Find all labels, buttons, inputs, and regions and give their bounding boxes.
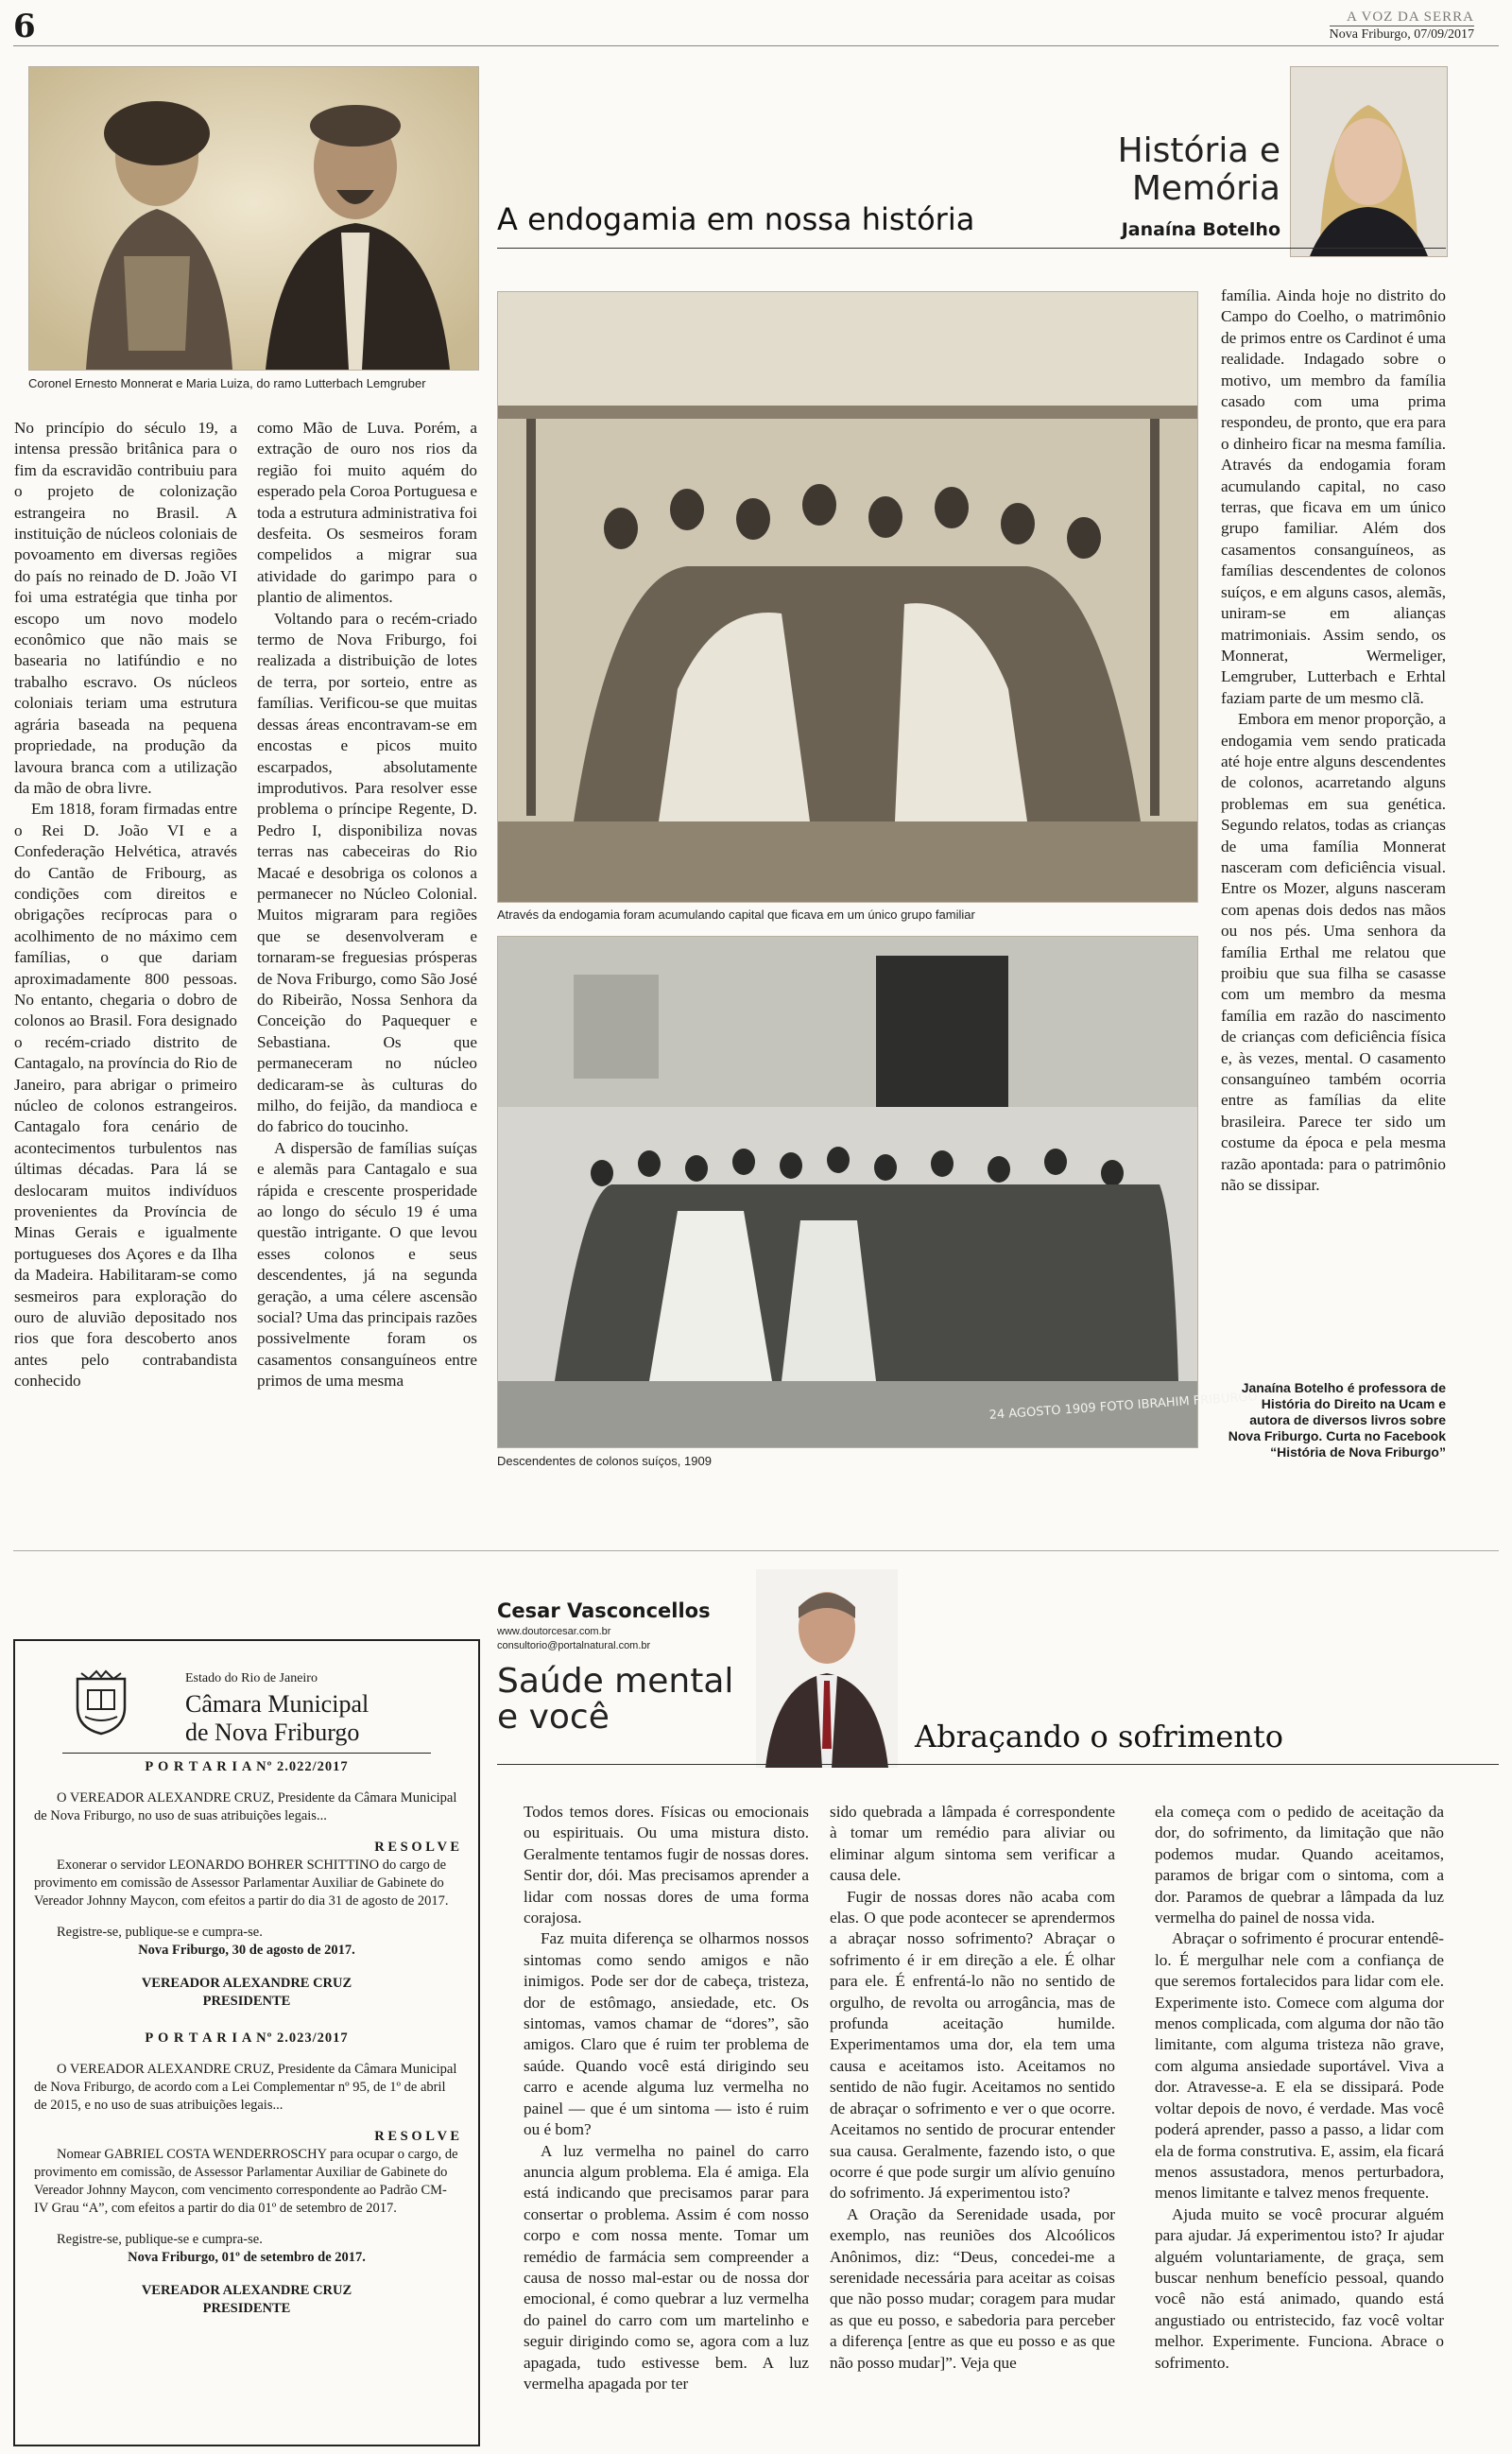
- article2-section-title: [497, 1664, 733, 1736]
- paragraph: Abraçar o sofrimento é procurar entendê-lo. É mergulhar nele com a confiança de que seremos fortalecidos para lidar com ele. Experimente isto. Comece com alguma dor menos complicada, com alguma dor não tão limitante, com alguma tristeza não grave, com alguma ansiedade suportável. Viva a dor. Atravesse-a. E ela se dissipará. Pode voltar depois de novo, é verdade. Mas você poderá aprender, passo a passo, a lidar com ela de forma construtiva. E, assim, ela ficará menos assustadora, menos perturbadora, menos limitante e talvez menos frequente.: [1155, 1929, 1444, 2203]
- portaria-2-register: Registre-se, publique-se e cumpra-se.: [57, 2232, 263, 2247]
- author-bio: Janaína Botelho é professora de História do Direito na Ucam e autora de diversos livros sobre Nova Friburgo. Curta no Facebook “História de Nova Friburgo”: [1228, 1380, 1446, 1460]
- portrait-couple-illustration: [29, 67, 478, 370]
- paragraph: Fugir de nossas dores não acaba com elas. O que pode acontecer se aprendermos a abraçar nosso sofrimento? Abraçar o sofrimento é ir em direção a ele. É olhar para ele. É enfrentá-lo não no sentido de orgulho, de revolta ou arrogância, mas de profunda aceitação humilde. Experimentamos uma dor, ela tem uma causa e aceitamos isto. Aceitamos no sentido de não fugir. Aceitamos no sentido de abraçar o sofrimento e ver o que ocorre. Aceitamos no sentido de procurar entender sua causa. Geralmente, fazendo isto, o que ocorre é que pode surgir um alívio genuíno do sofrimento. Já experimentou isto?: [830, 1887, 1115, 2203]
- notice-organization: [185, 1690, 369, 1747]
- masthead: [1330, 9, 1474, 43]
- portaria-1-body: Exonerar o servidor LEONARDO BOHRER SCHITTINO do cargo de provimento em comissão de Assessor Parlamentar Auxiliar de Gabinete do Vereador Johnny Maycon, com efeitos a partir do dia 31 de agosto de 2017.: [34, 1858, 449, 1909]
- article2-column-2: [830, 1802, 1115, 2374]
- columnist-headshot: [756, 1569, 898, 1768]
- columnist-headshot-illustration: [756, 1569, 898, 1768]
- section-title-line2: Memória: [1131, 169, 1280, 208]
- portaria-2-date: Nova Friburgo, 01º de setembro de 2017.: [128, 2250, 366, 2265]
- portaria-1-title: P O R T A R I A Nº 2.022/2017: [145, 1759, 349, 1774]
- notice-rule: [62, 1753, 431, 1754]
- article2-column-3: [1155, 1802, 1444, 2374]
- article2-column-1: [524, 1802, 809, 2394]
- author-headshot-illustration: [1291, 67, 1447, 256]
- article-headline: A endogamia em nossa história: [497, 201, 975, 237]
- photo-inscription: 24 AGOSTO 1909 FOTO IBRAHIM FRIBURGO: [988, 1390, 1259, 1423]
- municipal-coat-of-arms-icon: [72, 1669, 130, 1736]
- portaria-1-date: Nova Friburgo, 30 de agosto de 2017.: [138, 1943, 355, 1958]
- paragraph: No princípio do século 19, a intensa pressão britânica para o fim da escravidão contribuiu para o projeto de colonização estrangeira no Brasil. A instituição de núcleos coloniais de povoamento em diversas regiões do país no reinado de D. João VI foi uma estratégia que tinha por escopo um novo modelo econômico que não mais se basearia no latifúndio e no trabalho escravo. Os núcleos coloniais teriam uma estrutura agrária baseada na pequena propriedade, na produção da lavoura branca com a utilização da mão de obra livre.: [14, 419, 237, 797]
- veranda-group-photo: [497, 291, 1198, 903]
- paragraph: sido quebrada a lâmpada é correspondente à tomar um remédio para aliviar ou eliminar algum sintoma sem verificar a causa dele.: [830, 1803, 1115, 1885]
- paragraph: ela começa com o pedido de aceitação da dor, do sofrimento, da limitação que não podemos mudar. Quando aceitamos, paramos de brigar com o sintoma, com a dor. Paramos de quebrar a lâmpada da luz vermelha do painel de nossa vida.: [1155, 1803, 1444, 1927]
- article2-header-rule: [497, 1764, 1499, 1765]
- photo-caption-descendants: Descendentes de colonos suíços, 1909: [497, 1454, 712, 1468]
- article2-site: www.doutorcesar.com.br: [497, 1626, 611, 1637]
- paragraph: Em 1818, foram firmadas entre o Rei D. João VI e a Confederação Helvética, através do Cantão de Fribourg, as condições com direitos e obrigações recíprocas para o acolhimento de no máximo cem famílias, o que dariam aproximadamente 800 pessoas. No entanto, chegaria o dobro de colonos ao Brasil. Fora designado o recém-criado distrito de Cantagalo, na província do Rio de Janeiro, para abrigar o primeiro núcleo de colonos estrangeiros. Cantagalo fora cenário de acontecimentos turbulentos nas últimas décadas. Para lá se deslocaram muitos indivíduos provenientes da Província de Minas Gerais e igualmente portugueses dos Açores e da Ilha da Madeira. Habilitaram-se como sesmeiros para exploração do ouro de aluvião depositado nos rios que fora descoberto anos antes pelo contrabandista conhecido: [14, 800, 237, 1391]
- portaria-1-register: Registre-se, publique-se e cumpra-se.: [57, 1925, 263, 1940]
- top-rule: [13, 45, 1499, 46]
- header-rule: [497, 248, 1446, 249]
- notice-state: Estado do Rio de Janeiro: [185, 1671, 318, 1685]
- notice-body: [34, 1758, 459, 2318]
- paragraph: Embora em menor proporção, a endogamia vem sendo praticada até hoje entre alguns descendentes de colonos, acarretando alguns problemas em sua genética. Segundo relatos, todas as crianças de uma família Monnerat nasceram com deficiência visual. Entre os Mozer, alguns nasceram com apenas dois dedos nas mãos ou nos pés. Uma senhora da família Erthal me relatou que proibiu que sua filha se casasse com um membro da mesma família em razão do nascimento de crianças com deficiência física e, às vezes, mental. O casamento consanguíneo também ocorria entre as famílias da elite brasileira. Parece ter sido um costume da época e pela mesma razão apontada: para o patrimônio não se dissipar.: [1221, 710, 1446, 1195]
- portrait-couple-photo: [28, 66, 479, 371]
- portaria-2-intro: O VEREADOR ALEXANDRE CRUZ, Presidente da Câmara Municipal de Nova Friburgo, de acordo com a Lei Complementar nº 95, de 1º de abril de 2015, e no uso de suas atribuições legais...: [34, 2062, 457, 2113]
- author-name: Janaína Botelho: [1121, 219, 1280, 240]
- paragraph: como Mão de Luva. Porém, a extração de ouro nos rios da região foi muito aquém do esperado pela Coroa Portuguesa e toda a estrutura administrativa foi desfeita. Os sesmeiros foram compelidos a migrar sua atividade do garimpo para o plantio de alimentos.: [257, 419, 477, 607]
- article2-headline: Abraçando o sofrimento: [915, 1719, 1284, 1754]
- column-section-title: [1068, 132, 1280, 208]
- section-divider: [13, 1550, 1499, 1551]
- paragraph: Faz muita diferença se olharmos nossos sintomas como sendo amigos e não inimigos. Pode ser dor de cabeça, tristeza, dor de estômago, ansiedade, etc. Os sintomas, vamos chamar de “dores”, são amigos. Claro que é ruim ter problema de saúde. Quando você está dirigindo seu carro e acende alguma luz vermelha no painel — que é um sintoma — isto é ruim ou é bom?: [524, 1929, 809, 2139]
- portaria-2-signer: VEREADOR ALEXANDRE CRUZ: [141, 2283, 352, 2298]
- section2-title-line2: e você: [497, 1698, 610, 1737]
- article1-column-3: [1221, 285, 1446, 1196]
- portaria-1-intro: O VEREADOR ALEXANDRE CRUZ, Presidente da Câmara Municipal de Nova Friburgo, no uso de suas atribuições legais...: [34, 1790, 457, 1823]
- portaria-1-resolve: R E S O L V E: [374, 1840, 459, 1855]
- legal-notice-box: [13, 1639, 480, 2446]
- publication-name: A VOZ DA SERRA: [1347, 9, 1474, 25]
- colonists-descendants-photo: [497, 936, 1259, 1448]
- article2-email: consultorio@portalnatural.com.br: [497, 1640, 651, 1651]
- article2-author: Cesar Vasconcellos: [497, 1599, 711, 1622]
- paragraph: família. Ainda hoje no distrito do Campo do Coelho, o matrimônio de primos entre os Cardinot é uma realidade. Indagado sobre o motivo, um membro da família casado com uma prima respondeu, de pronto, que era para o dinheiro ficar na mesma família. Através da endogamia foram acumulando capital, no caso terras, que ficava em um único grupo familiar. Além dos casamentos consanguíneos, as famílias descendentes de colonos suíços, e em alguns casos, alemãs, uniram-se em alianças matrimoniais. Assim sendo, os Monnerat, Wermeliger, Lemgruber, Lutterbach e Erhtal faziam parte de um mesmo clã.: [1221, 286, 1446, 707]
- paragraph: A luz vermelha no painel do carro anuncia algum problema. Ela é amiga. Ela está indicando que precisamos parar para consertar o problema. Assim é com nosso corpo e com nossa mente. Tomar um remédio de farmácia sem compreender a causa de nosso mal-estar ou de nossa dor emocional, é como quebrar a luz vermelha do painel do carro com um martelinho e seguir dirigindo como se, agora com a luz apagada, tudo estivesse bem. A luz vermelha apagada por ter: [524, 2141, 809, 2393]
- paragraph: A dispersão de famílias suíças e alemãs para Cantagalo e sua rápida e crescente prosperidade ao longo do século 19 é uma questão intrigante. O que levou esses colonos e seus descendentes, já na segunda geração, a uma célere ascensão social? Uma das principais razões possivelmente foram os casamentos consanguíneos entre primos de uma mesma: [257, 1138, 477, 1391]
- page-number: 6: [13, 8, 36, 45]
- paragraph: Todos temos dores. Físicas ou emocionais ou espirituais. Ou uma mistura disto. Geralmente tentamos fugir de nossas dores. Sentir dor, dói. Mas precisamos aprender a lidar com nossas dores de uma forma corajosa.: [524, 1803, 809, 1927]
- section-title-line1: História e: [1117, 131, 1280, 170]
- portaria-2-resolve: R E S O L V E: [374, 2129, 459, 2144]
- photo-caption-couple: Coronel Ernesto Monnerat e Maria Luiza, do ramo Lutterbach Lemgruber: [28, 376, 426, 390]
- portaria-2-title: P O R T A R I A Nº 2.023/2017: [145, 2031, 349, 2046]
- portaria-1-signer: VEREADOR ALEXANDRE CRUZ: [141, 1976, 352, 1991]
- paragraph: Ajuda muito se você procurar alguém para ajudar. Já experimentou isto? Ir ajudar alguém voluntariamente, de graça, sem buscar nenhum benefício pessoal, quando você não está animado, quando está angustiado ou entristecido, faz você voltar melhor. Experimente. Funciona. Abrace o sofrimento.: [1155, 2204, 1444, 2372]
- veranda-group-illustration: [498, 292, 1197, 902]
- portaria-1-signer-title: PRESIDENTE: [202, 1994, 291, 2009]
- paragraph: A Oração da Serenidade usada, por exemplo, nas reuniões dos Alcoólicos Anônimos, diz: “Deus, concedei-me a serenidade necessária para aceitar as coisas que não posso mudar; coragem para mudar as que eu posso, e sabedoria para perceber a diferença [entre as que eu posso e as que não posso mudar]”. Veja que: [830, 2204, 1115, 2372]
- article1-column-2: [257, 418, 477, 1392]
- notice-org-line1: Câmara Municipal: [185, 1690, 369, 1718]
- notice-org-line2: de Nova Friburgo: [185, 1719, 360, 1746]
- author-headshot: [1290, 66, 1448, 257]
- section2-title-line1: Saúde mental: [497, 1662, 734, 1701]
- photo-caption-veranda: Através da endogamia foram acumulando capital que ficava em um único grupo familiar: [497, 907, 975, 922]
- article1-column-1: [14, 418, 237, 1392]
- date-line: Nova Friburgo, 07/09/2017: [1329, 27, 1474, 42]
- portaria-2-body: Nomear GABRIEL COSTA WENDERROSCHY para ocupar o cargo, de provimento em comissão, de Assessor Parlamentar Auxiliar de Gabinete do Vereador Johnny Maycon, com vencimento correspondente ao Padrão CM-IV Grau “A”, com efeitos a partir do dia 01º de setembro de 2017.: [34, 2147, 458, 2216]
- paragraph: Voltando para o recém-criado termo de Nova Friburgo, foi realizada a distribuição de lotes de terra, por sorteio, entre as famílias. Verificou-se que muitas dessas áreas encontravam-se em encostas e picos muito escarpados, absolutamente improdutivos. Para resolver esse problema o príncipe Regente, D. Pedro I, disponibiliza novas terras nas cabeceiras do Rio Macaé e desobriga os colonos a permanecer no Núcleo Colonial. Muitos migraram para regiões que se desenvolveram e tornaram-se freguesias prósperas de Nova Friburgo, como São José do Ribeirão, Nossa Senhora da Conceição do Paquequer e Sebastiana. Os que permaneceram no núcleo dedicaram-se às culturas do milho, do feijão, da mandioca e do fabrico do toucinho.: [257, 609, 477, 1136]
- colonists-descendants-illustration: [498, 937, 1259, 1447]
- portaria-2-signer-title: PRESIDENTE: [202, 2301, 291, 2316]
